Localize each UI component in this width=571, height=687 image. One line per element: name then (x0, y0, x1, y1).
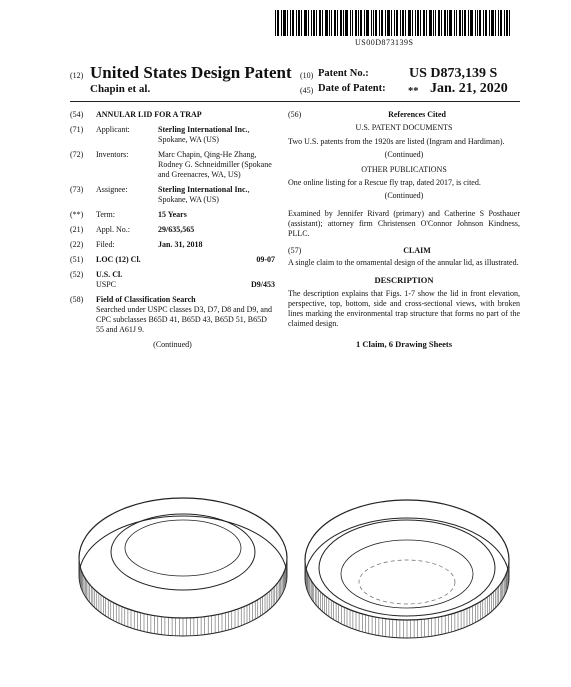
assignee-code: (73) (70, 185, 84, 194)
date-of-patent: Jan. 21, 2020 (430, 81, 508, 96)
filed-code: (22) (70, 240, 84, 249)
left-continued: (Continued) (153, 340, 192, 349)
title-code: (54) (70, 110, 84, 119)
claim-heading-row (288, 246, 520, 256)
patent-type-title: United States Design Patent (90, 63, 292, 82)
title-field (70, 110, 275, 120)
left-column (70, 110, 275, 350)
term-code: (**) (70, 210, 84, 219)
claims-and-sheets: 1 Claim, 6 Drawing Sheets (355, 339, 453, 349)
us-class-label: U.S. Cl. (96, 270, 123, 279)
term-label: Term: (96, 210, 115, 219)
design-title: ANNULAR LID FOR A TRAP (96, 110, 202, 119)
application-number-field (70, 225, 275, 235)
term-value: 15 Years (158, 210, 187, 219)
applicant-code: (71) (70, 125, 84, 134)
references-title: References Cited (388, 110, 446, 119)
references-continued: (Continued) (384, 150, 424, 159)
application-number: 29/635,565 (158, 225, 195, 234)
lid-front-view (79, 498, 287, 636)
kind-code-12: (12) (70, 71, 84, 80)
inventors-summary: Marc Chapin, Qing-He Zhang, Rodney G. Schneidmiller (Spokane and Greenacres, WA, US) (158, 150, 272, 179)
patent-number-label: Patent No.: (318, 68, 369, 79)
loc-label: LOC (12) Cl. (96, 255, 141, 264)
examiner-summary: Examined by Jennifer Rivard (primary) and Catherine S Posthauer (assistant); attorney firm Christensen O'Connor Johnson Kindness, PLLC. (288, 209, 520, 238)
application-code: (21) (70, 225, 84, 234)
description-title: DESCRIPTION (374, 275, 434, 285)
filed-field (70, 240, 275, 250)
us-class-field (70, 270, 275, 290)
assignee-name: Sterling International Inc. (158, 185, 248, 194)
claim-summary: A single claim to the ornamental design of the annular lid, as illustrated. (288, 258, 519, 267)
other-publications-summary: One online listing for a Rescue fly trap, dated 2017, is cited. (288, 178, 481, 187)
filed-label: Filed: (96, 240, 115, 249)
lid-perspective-view (305, 500, 509, 638)
claim-code: (57) (288, 246, 302, 255)
loc-code: (51) (70, 255, 84, 264)
search-field (70, 295, 275, 335)
term-field (70, 210, 275, 220)
assignee-label: Assignee: (96, 185, 128, 194)
inventors-code: (72) (70, 150, 84, 159)
assignee-location: Spokane, WA (US) (158, 195, 219, 204)
date-marker: ** (408, 86, 419, 97)
references-code: (56) (288, 110, 302, 119)
header-rule (70, 101, 520, 102)
application-label: Appl. No.: (96, 225, 130, 234)
kind-code-10: (10) (300, 71, 314, 80)
inventors-field (70, 150, 275, 180)
search-label: Field of Classification Search (96, 295, 196, 304)
applicant-label: Applicant: (96, 125, 130, 134)
barcode (275, 10, 515, 36)
applicant-name: Sterling International Inc. (158, 125, 248, 134)
inventors-label: Inventors: (96, 150, 129, 159)
uspc-value: D9/453 (251, 280, 275, 289)
search-summary: Searched under USPC classes D3, D7, D8 and D9, and CPC subclasses B65D 41, B65D 43, B65D 51, B65D 55 and A61J 9. (96, 305, 272, 334)
filed-date: Jan. 31, 2018 (158, 240, 203, 249)
document-number: US00D873139S (355, 38, 414, 47)
references-summary: Two U.S. patents from the 1920s are listed (Ingram and Hardiman). (288, 137, 505, 146)
patent-number: US D873,139 S (409, 66, 498, 81)
publications-continued: (Continued) (384, 191, 424, 200)
date-of-patent-label: Date of Patent: (318, 83, 386, 94)
search-code: (58) (70, 295, 84, 304)
kind-code-45: (45) (300, 86, 314, 95)
description-summary: The description explains that Figs. 1-7 show the lid in front elevation, perspective, top, bottom, side and cross-sectional views, with broken lines marking the environmental trap structure that forms no part of the claimed design. (288, 289, 520, 328)
us-class-code: (52) (70, 270, 84, 279)
us-documents-title: U.S. PATENT DOCUMENTS (355, 123, 453, 132)
loc-value: 09-07 (256, 255, 275, 264)
applicant-field: (71) Applicant: Sterling International Inc., Spokane, WA (US) (70, 125, 250, 144)
lid-drawings (75, 472, 515, 682)
claim-title: CLAIM (403, 246, 431, 255)
loc-class-field (70, 255, 275, 265)
assignee-field: (73) Assignee: Sterling International Inc., Spokane, WA (US) (70, 185, 250, 204)
applicant-location: Spokane, WA (US) (158, 135, 219, 144)
right-column (288, 110, 520, 353)
first-inventor-line: Chapin et al. (90, 83, 151, 95)
uspc-label: USPC (96, 280, 117, 289)
other-publications-title: OTHER PUBLICATIONS (361, 165, 447, 174)
references-heading-row (288, 110, 520, 120)
